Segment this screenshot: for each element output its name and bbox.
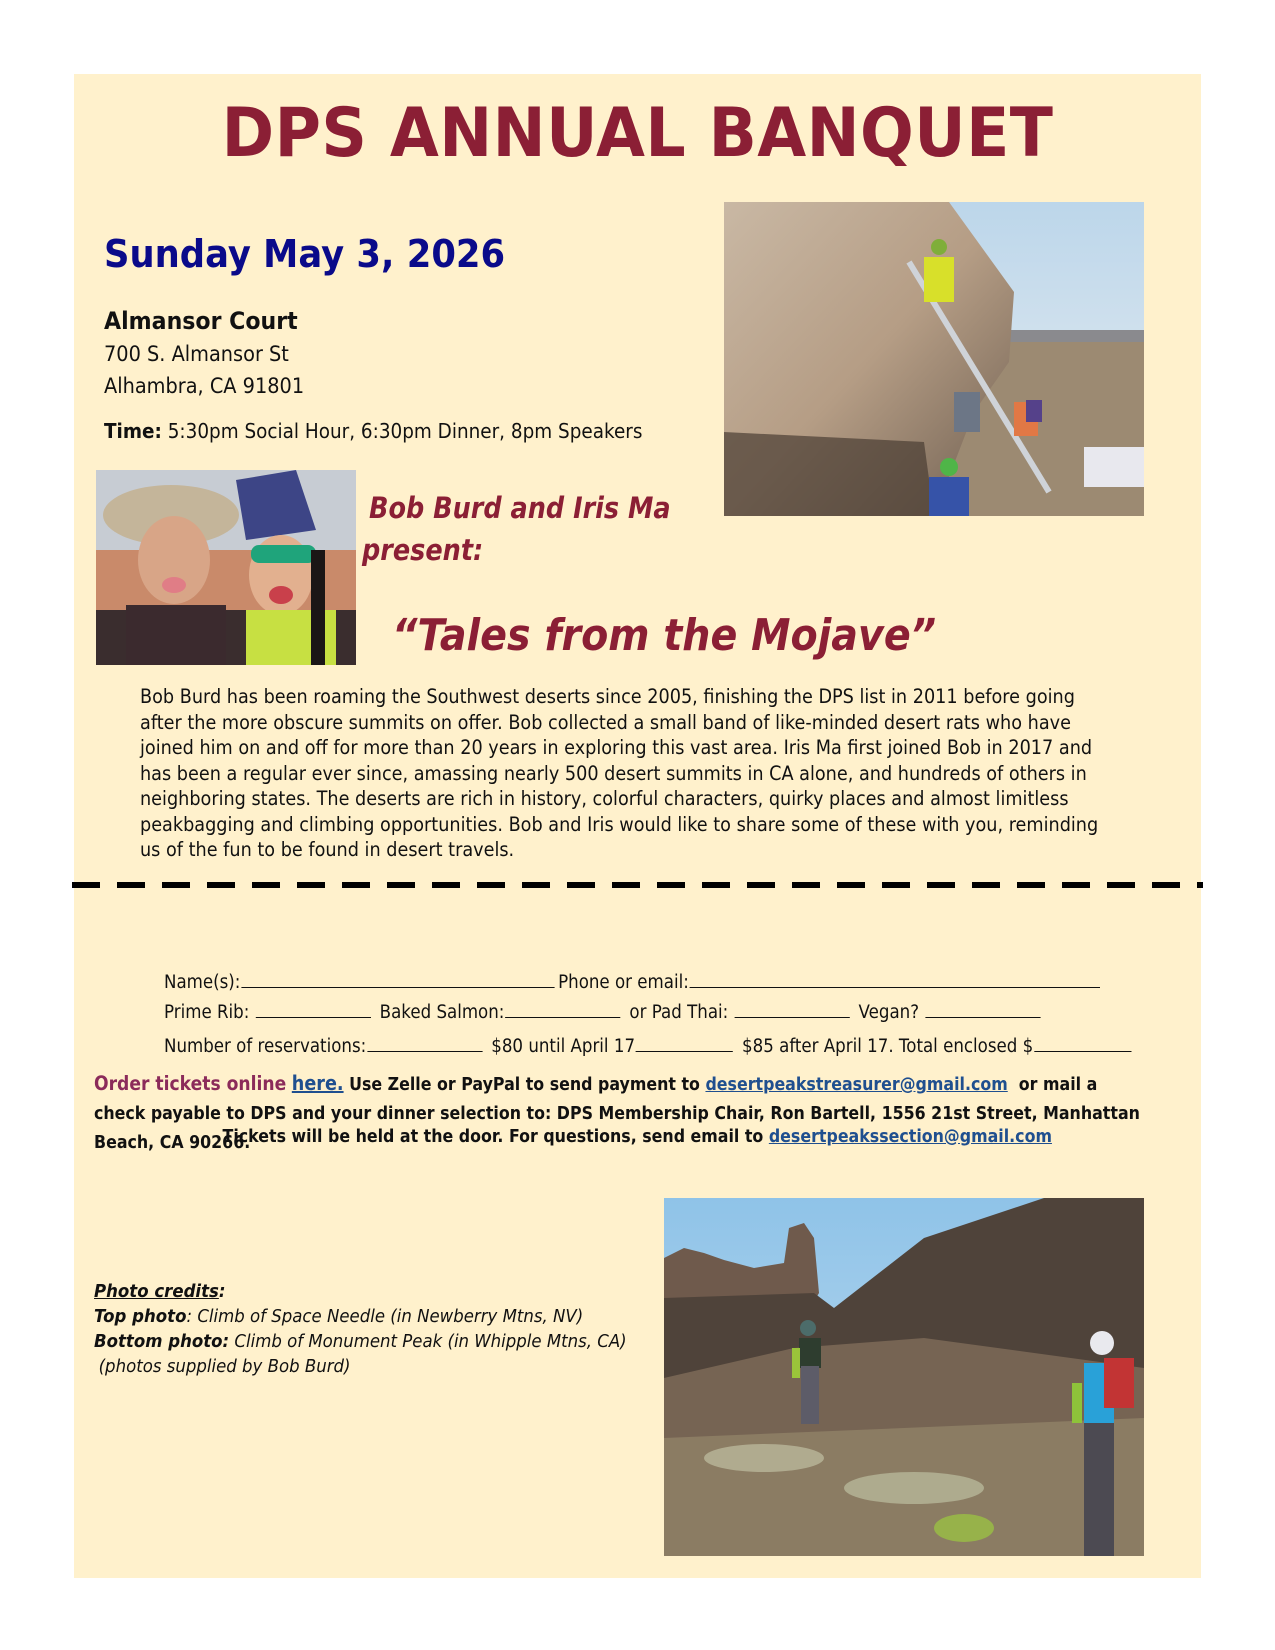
names-label: Name(s): (164, 972, 241, 993)
credit-bottom-text: Climb of Monument Peak (in Whipple Mtns, CA) (229, 1331, 627, 1352)
vegan-label: Vegan? (858, 1002, 920, 1023)
salmon-field[interactable] (505, 999, 620, 1018)
credits-heading: Photo credits (94, 1281, 219, 1302)
speaker-bio: Bob Burd has been roaming the Southwest deserts since 2005, finishing the DPS list in 2011 before going after the more obscure summits on offer. Bob collected a small band of like-minded desert rats who have joined him on and off for more than 20 years in exploring this vast area. Iris Ma first joined Bob in 2017 and has been a regular ever since, amassing nearly 500 desert summits in CA alone, and hundreds of others in neighboring states. The deserts are rich in history, colorful characters, quirky places and almost limitless peakbagging and climbing opportunities. Bob and Iris would like to share some of these with you, reminding us of the fun to be found in desert travels. (140, 685, 1099, 861)
event-time (104, 419, 642, 443)
mail-check-text: or mail a check payable to DPS and your dinner selection to: DPS Membership Chair, Ron Bartell, 1556 21st Street, Manhattan Beach, CA 90266. (94, 1074, 1140, 1153)
prime-rib-field[interactable] (256, 999, 371, 1018)
section-email-link[interactable]: desertpeakssection@gmail.com (769, 1126, 1053, 1147)
order-here-link[interactable]: here. (291, 1071, 344, 1095)
price-late-label: $85 after April 17. Total enclosed $ (742, 1036, 1034, 1057)
vegan-field[interactable] (925, 999, 1040, 1018)
cut-line-divider (72, 882, 1203, 888)
present-word: present: (362, 533, 484, 567)
page-title: DPS ANNUAL BANQUET (221, 94, 1054, 173)
phone-email-field[interactable] (690, 969, 1100, 988)
held-text: Tickets will be held at the door. For questions, send email to (222, 1126, 764, 1147)
price-early-label: $80 until April 17 (491, 1036, 636, 1057)
talk-title: “Tales from the Mojave” (392, 610, 937, 661)
payment-text: Use Zelle or PayPal to send payment to (349, 1074, 700, 1095)
credit-supplied: (photos supplied by Bob Burd) (98, 1356, 351, 1377)
pad-thai-field[interactable] (734, 999, 849, 1018)
time-value: 5:30pm Social Hour, 6:30pm Dinner, 8pm Speakers (167, 419, 643, 443)
event-date: Sunday May 3, 2026 (104, 232, 506, 276)
credit-top (94, 1304, 627, 1329)
photo-credits (94, 1279, 627, 1379)
venue-name: Almansor Court (104, 307, 298, 335)
names-field[interactable] (241, 969, 554, 988)
treasurer-email-link[interactable]: desertpeakstreasurer@gmail.com (705, 1074, 1008, 1095)
presenter-names: Bob Burd and Iris Ma (369, 491, 671, 525)
bottom-photo (664, 1198, 1144, 1556)
price-early-field[interactable] (636, 1033, 733, 1052)
boulder-climb-image (724, 202, 1144, 516)
presenters-selfie-image (96, 470, 356, 665)
pad-thai-label: or Pad Thai: (629, 1002, 729, 1023)
tickets-held-line (74, 1126, 1201, 1147)
credit-bottom (94, 1329, 627, 1354)
presenters-photo (96, 470, 356, 665)
reservations-label: Number of reservations: (164, 1036, 367, 1057)
monument-peak-hike-image (664, 1198, 1144, 1556)
time-label: Time: (104, 419, 162, 443)
salmon-label: Baked Salmon: (379, 1002, 505, 1023)
form-row-meals (164, 999, 1044, 1023)
presenters-heading (362, 487, 671, 571)
order-online-text: Order tickets online (94, 1072, 287, 1095)
prime-rib-label: Prime Rib: (164, 1002, 250, 1023)
address-line-1: 700 S. Almansor St (104, 342, 289, 366)
credits-heading-colon: : (218, 1281, 226, 1302)
credit-top-text: : Climb of Space Needle (in Newberry Mtns, NV) (186, 1306, 584, 1327)
flyer-page (74, 74, 1201, 1578)
total-enclosed-field[interactable] (1034, 1033, 1131, 1052)
phone-label: Phone or email: (558, 972, 689, 993)
top-photo (724, 202, 1144, 516)
credit-bottom-label: Bottom photo: (94, 1331, 230, 1352)
address-line-2: Alhambra, CA 91801 (104, 374, 305, 398)
reservations-field[interactable] (367, 1033, 482, 1052)
credit-top-label: Top photo (94, 1306, 187, 1327)
form-row-payment (164, 1033, 1135, 1057)
credits-heading-row (94, 1279, 627, 1304)
form-row-contact (164, 969, 1104, 993)
